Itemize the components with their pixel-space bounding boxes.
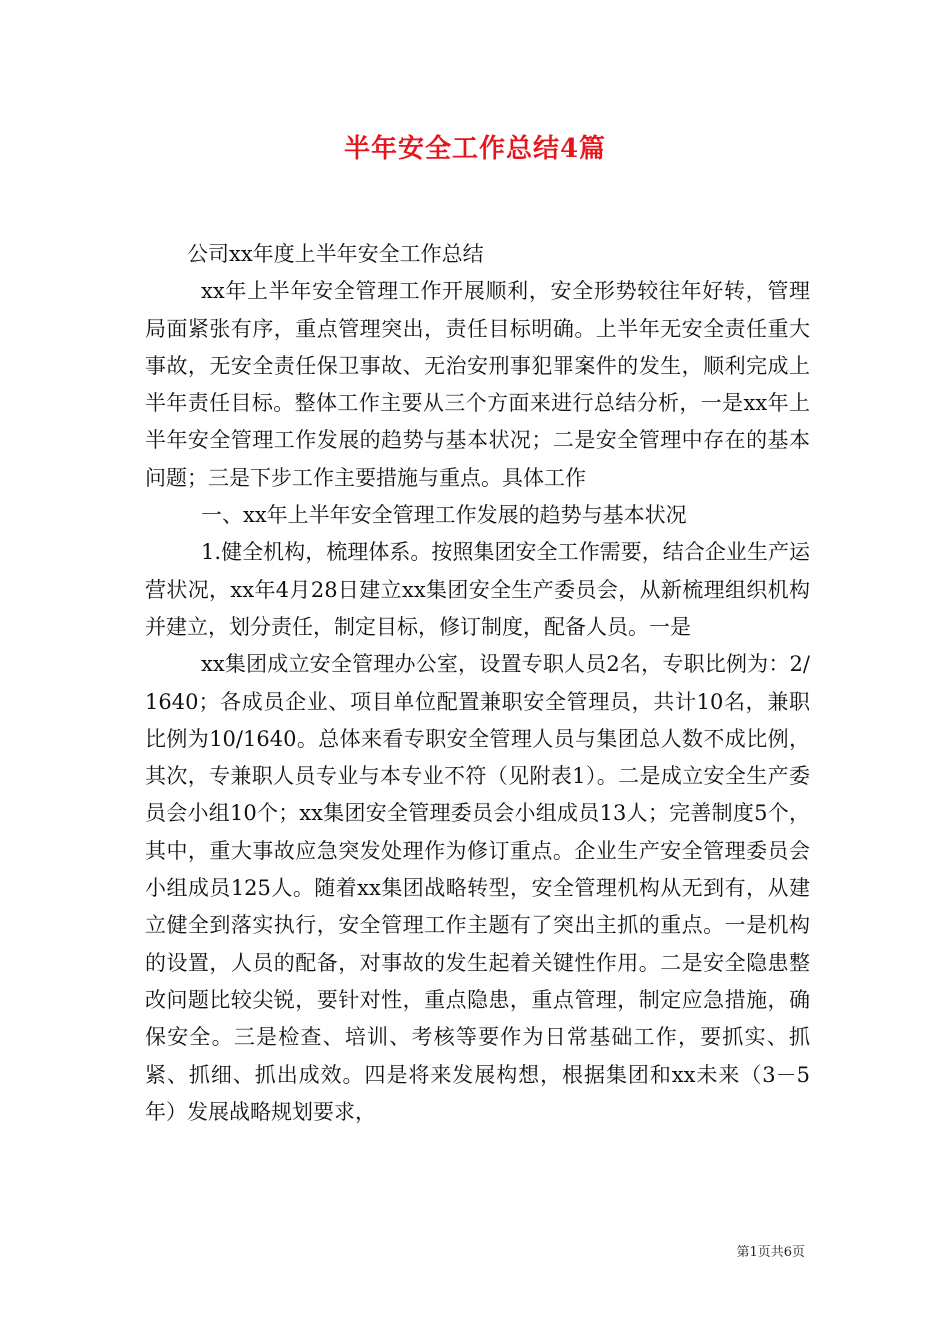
- document-body: [145, 236, 810, 1131]
- paragraph-overview: xx年上半年安全管理工作开展顺利，安全形势较往年好转，管理局面紧张有序，重点管理突出，责任目标明确。上半年无安全责任重大事故，无安全责任保卫事故、无治安刑事犯罪案件的发生，顺利完成上半年责任目标。整体工作主要从三个方面来进行总结分析，一是xx年上半年安全管理工作发展的趋势与基本状况；二是安全管理中存在的基本问题；三是下步工作主要措施与重点。具体工作: [145, 279, 810, 490]
- section-heading: 一、xx年上半年安全管理工作发展的趋势与基本状况: [201, 503, 687, 528]
- paragraph-staffing: xx集团成立安全管理办公室，设置专职人员2名，专职比例为：2/1640；各成员企业、项目单位配置兼职安全管理员，共计10名，兼职比例为10/1640。总体来看专职安全管理人员与集团总人数不成比例，其次，专兼职人员专业与本专业不符（见附表1）。二是成立安全生产委员会小组10个；xx集团安全管理委员会小组成员13人；完善制度5个，其中，重大事故应急突发处理作为修订重点。企业生产安全管理委员会小组成员125人。随着xx集团战略转型，安全管理机构从无到有，从建立健全到落实执行，安全管理工作主题有了突出主抓的重点。一是机构的设置，人员的配备，对事故的发生起着关键性作用。二是安全隐患整改问题比较尖锐，要针对性，重点隐患，重点管理，制定应急措施，确保安全。三是检查、培训、考核等要作为日常基础工作，要抓实、抓紧、抓细、抓出成效。四是将来发展构想，根据集团和xx未来（3－5年）发展战略规划要求，: [145, 652, 810, 1124]
- paragraph-subtitle: 公司xx年度上半年安全工作总结: [187, 242, 484, 266]
- page-number: 第1页共6页: [736, 1245, 805, 1260]
- document-title: 半年安全工作总结4篇: [343, 134, 607, 164]
- paragraph-item-1: 1.健全机构，梳理体系。按照集团安全工作需要，结合企业生产运营状况，xx年4月28日建立xx集团安全生产委员会，从新梳理组织机构并建立，划分责任，制定目标，修订制度，配备人员。一是: [145, 540, 810, 639]
